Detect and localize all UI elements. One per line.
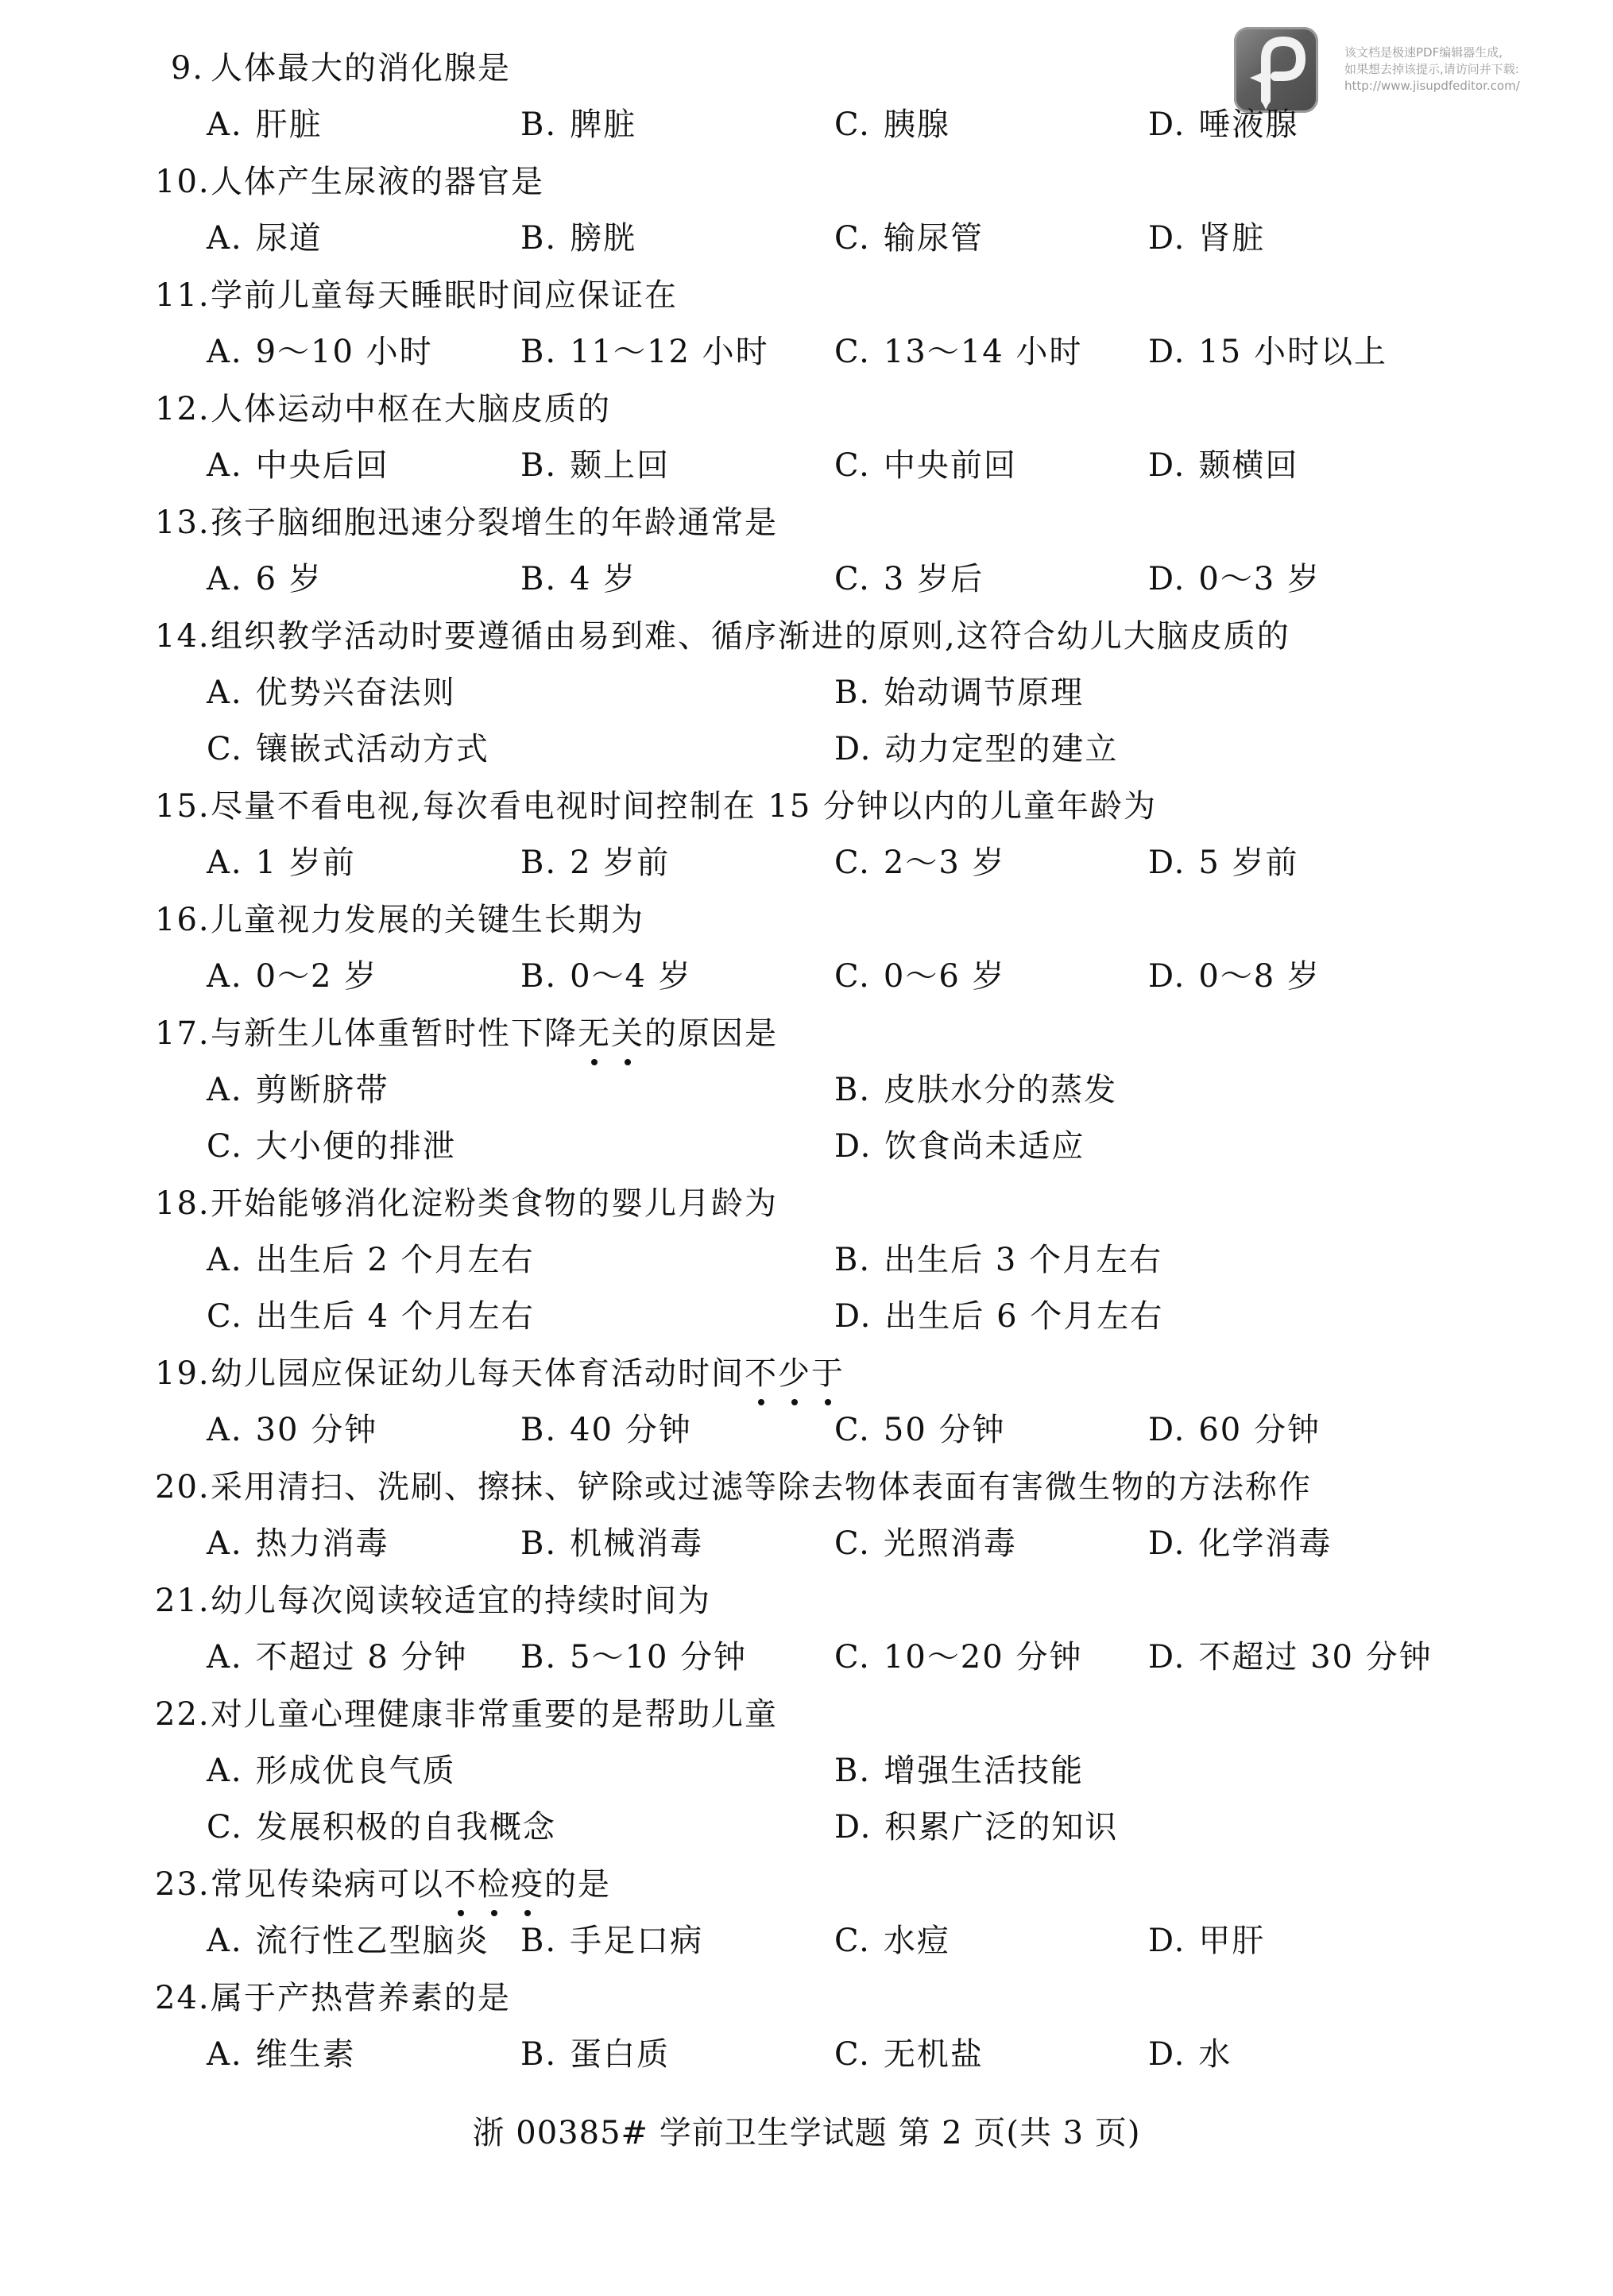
- option-letter: B.: [520, 1525, 558, 1562]
- option-letter: B.: [520, 561, 558, 597]
- option-letter: A.: [207, 1923, 243, 1959]
- option-a: [207, 1066, 389, 1114]
- option-text: 不超过 30 分钟: [1198, 1639, 1433, 1676]
- option-letter: A.: [207, 2036, 243, 2073]
- option-text: 2 岁前: [570, 845, 671, 881]
- option-b: [520, 839, 670, 887]
- option-c: [207, 725, 489, 773]
- option-b: [520, 215, 636, 262]
- option-letter: D.: [834, 731, 872, 767]
- option-text: 剪断脐带: [255, 1072, 389, 1108]
- option-text: 肝脏: [255, 106, 323, 143]
- question-16-stem: [155, 896, 644, 944]
- option-letter: B.: [520, 220, 558, 257]
- option-text: 肾脏: [1198, 220, 1266, 257]
- option-c: [207, 1803, 556, 1851]
- option-letter: B.: [834, 1072, 872, 1108]
- question-text: 人体产生尿液的器官是: [211, 164, 544, 200]
- question-text: 孩子脑细胞迅速分裂增生的年龄通常是: [211, 504, 778, 541]
- option-d: [1148, 1520, 1332, 1567]
- option-text: 不超过 8 分钟: [255, 1639, 468, 1676]
- option-d: [1148, 328, 1387, 376]
- option-letter: B.: [520, 1412, 558, 1448]
- option-text: 热力消毒: [255, 1525, 389, 1562]
- question-15-stem: [155, 783, 1157, 830]
- option-text: 输尿管: [883, 220, 984, 257]
- option-b: [520, 1917, 703, 1965]
- option-letter: D.: [1148, 2036, 1186, 2073]
- option-letter: C.: [834, 447, 871, 484]
- option-letter: A.: [207, 106, 243, 143]
- option-b: [834, 669, 1084, 717]
- option-c: [834, 839, 1006, 887]
- option-text: 积累广泛的知识: [884, 1809, 1119, 1846]
- option-text: 始动调节原理: [884, 674, 1085, 711]
- watermark-text: [1344, 44, 1520, 95]
- option-b: [834, 1747, 1084, 1795]
- option-text: 颞横回: [1198, 447, 1299, 484]
- option-d: [834, 1293, 1163, 1340]
- option-text: 大小便的排泄: [255, 1128, 456, 1165]
- question-text: 幼儿园应保证幼儿每天体育活动时间: [211, 1355, 745, 1392]
- emphasized-char: 少: [778, 1350, 811, 1397]
- question-text: 儿童视力发展的关键生长期为: [211, 902, 644, 938]
- option-letter: D.: [1148, 845, 1186, 881]
- option-letter: B.: [520, 1639, 558, 1676]
- question-number: 24.: [155, 1980, 211, 2016]
- option-letter: D.: [1148, 1639, 1186, 1676]
- question-text: 幼儿每次阅读较适宜的持续时间为: [211, 1583, 711, 1619]
- option-a: [207, 1406, 377, 1454]
- option-letter: C.: [834, 1923, 871, 1959]
- option-letter: B.: [520, 447, 558, 484]
- option-letter: D.: [1148, 220, 1186, 257]
- question-text: 人体最大的消化腺是: [211, 50, 511, 87]
- option-text: 10～20 分钟: [883, 1639, 1083, 1676]
- option-a: [207, 555, 323, 603]
- option-text: 0～3 岁: [1198, 561, 1321, 597]
- option-text: 机械消毒: [570, 1525, 704, 1562]
- question-23-stem: [155, 1861, 611, 1908]
- option-letter: B.: [520, 2036, 558, 2073]
- option-d: [834, 725, 1118, 773]
- option-a: [207, 215, 323, 262]
- question-number: 16.: [155, 902, 211, 938]
- option-letter: D.: [1148, 106, 1186, 143]
- question-number: 9.: [170, 50, 204, 87]
- question-number: 11.: [155, 277, 211, 314]
- question-number: 19.: [155, 1355, 211, 1392]
- option-letter: B.: [834, 1753, 872, 1789]
- option-letter: A.: [207, 220, 243, 257]
- option-text: 手足口病: [570, 1923, 704, 1959]
- option-letter: B.: [520, 1923, 558, 1959]
- option-text: 3 岁后: [883, 561, 984, 597]
- option-a: [207, 1633, 468, 1681]
- option-a: [207, 1917, 489, 1965]
- question-text: 对儿童心理健康非常重要的是帮助儿童: [211, 1696, 778, 1733]
- option-letter: A.: [207, 958, 243, 995]
- option-letter: C.: [834, 106, 871, 143]
- question-number: 21.: [155, 1583, 211, 1619]
- question-14-stem: [155, 613, 1290, 660]
- option-letter: B.: [520, 845, 558, 881]
- option-a: [207, 669, 456, 717]
- question-number: 23.: [155, 1866, 211, 1903]
- option-a: [207, 101, 323, 149]
- option-a: [207, 1747, 456, 1795]
- option-c: [834, 215, 984, 262]
- option-c: [207, 1293, 535, 1340]
- option-text: 出生后 6 个月左右: [884, 1298, 1164, 1335]
- option-a: [207, 1236, 535, 1284]
- option-letter: D.: [1148, 561, 1186, 597]
- question-22-stem: [155, 1691, 778, 1738]
- option-letter: D.: [1148, 958, 1186, 995]
- option-a: [207, 1520, 389, 1567]
- question-text: 采用清扫、洗刷、擦抹、铲除或过滤等除去物体表面有害微生物的方法称作: [211, 1469, 1312, 1506]
- option-letter: C.: [834, 1525, 871, 1562]
- question-number: 22.: [155, 1696, 211, 1733]
- option-text: 胰腺: [883, 106, 950, 143]
- option-text: 光照消毒: [883, 1525, 1017, 1562]
- option-letter: A.: [207, 561, 243, 597]
- option-letter: B.: [834, 1242, 872, 1278]
- question-text: 开始能够消化淀粉类食物的婴儿月龄为: [211, 1185, 778, 1222]
- option-b: [520, 1633, 747, 1681]
- option-c: [834, 442, 1017, 489]
- option-letter: C.: [834, 845, 871, 881]
- emphasized-char: 于: [811, 1350, 845, 1397]
- option-letter: C.: [207, 1128, 243, 1165]
- question-text: 与新生儿体重暂时性下降: [211, 1015, 578, 1052]
- option-text: 优势兴奋法则: [255, 674, 456, 711]
- option-letter: D.: [1148, 1923, 1186, 1959]
- option-c: [207, 1123, 456, 1170]
- option-d: [834, 1803, 1118, 1851]
- option-b: [520, 1520, 703, 1567]
- option-text: 30 分钟: [255, 1412, 378, 1448]
- question-number: 14.: [155, 618, 211, 655]
- question-number: 20.: [155, 1469, 211, 1506]
- option-c: [834, 2031, 984, 2078]
- option-b: [520, 328, 769, 376]
- option-text: 膀胱: [570, 220, 637, 257]
- option-text: 流行性乙型脑炎: [255, 1923, 489, 1959]
- option-letter: C.: [834, 220, 871, 257]
- option-b: [520, 101, 636, 149]
- option-letter: D.: [834, 1128, 872, 1165]
- option-d: [1148, 101, 1298, 149]
- option-text: 化学消毒: [1198, 1525, 1333, 1562]
- option-a: [207, 839, 356, 887]
- option-text: 13～14 小时: [883, 334, 1083, 370]
- option-text: 中央前回: [883, 447, 1017, 484]
- option-a: [207, 953, 377, 1000]
- option-d: [1148, 1406, 1321, 1454]
- option-letter: B.: [834, 674, 872, 711]
- option-letter: D.: [1148, 447, 1186, 484]
- option-d: [834, 1123, 1085, 1170]
- option-text: 0～2 岁: [255, 958, 378, 995]
- emphasized-char: 关: [611, 1010, 644, 1057]
- emphasized-char: 检: [478, 1861, 511, 1908]
- option-d: [1148, 215, 1265, 262]
- option-text: 脾脏: [570, 106, 637, 143]
- question-text: 的原因是: [644, 1015, 778, 1052]
- option-text: 50 分钟: [883, 1412, 1006, 1448]
- question-text: 组织教学活动时要遵循由易到难、循序渐进的原则,这符合幼儿大脑皮质的: [211, 618, 1290, 655]
- option-letter: D.: [1148, 1412, 1186, 1448]
- option-d: [1148, 442, 1298, 489]
- option-text: 水痘: [883, 1923, 950, 1959]
- option-letter: D.: [834, 1809, 872, 1846]
- option-text: 0～6 岁: [883, 958, 1006, 995]
- question-19-stem: [155, 1350, 845, 1397]
- option-letter: A.: [207, 1525, 243, 1562]
- option-letter: D.: [1148, 1525, 1186, 1562]
- option-letter: C.: [834, 334, 871, 370]
- option-c: [834, 1917, 950, 1965]
- option-letter: D.: [1148, 334, 1186, 370]
- option-letter: C.: [834, 1639, 871, 1676]
- option-text: 4 岁: [570, 561, 637, 597]
- option-text: 9～10 小时: [255, 334, 433, 370]
- question-12-stem: [155, 385, 611, 433]
- option-text: 形成优良气质: [255, 1753, 456, 1789]
- emphasized-char: 无: [578, 1010, 611, 1057]
- question-text: 学前儿童每天睡眠时间应保证在: [211, 277, 678, 314]
- option-d: [1148, 953, 1321, 1000]
- option-c: [834, 1520, 1017, 1567]
- watermark-line-1: 该文档是极速PDF编辑器生成,: [1344, 45, 1503, 60]
- option-text: 蛋白质: [570, 2036, 671, 2073]
- question-text: 属于产热营养素的是: [211, 1980, 511, 2016]
- option-text: 增强生活技能: [884, 1753, 1085, 1789]
- option-b: [520, 1406, 692, 1454]
- option-text: 甲肝: [1198, 1923, 1266, 1959]
- question-number: 18.: [155, 1185, 211, 1222]
- question-13-stem: [155, 499, 778, 547]
- pdf-editor-logo-icon: [1234, 27, 1318, 113]
- option-text: 出生后 2 个月左右: [255, 1242, 535, 1278]
- option-text: 皮肤水分的蒸发: [884, 1072, 1118, 1108]
- question-text: 的是: [544, 1866, 611, 1903]
- option-c: [834, 555, 984, 603]
- option-text: 15 小时以上: [1198, 334, 1387, 370]
- option-b: [520, 953, 692, 1000]
- option-text: 颞上回: [570, 447, 671, 484]
- option-c: [834, 1633, 1082, 1681]
- option-b: [520, 2031, 670, 2078]
- option-text: 无机盐: [883, 2036, 984, 2073]
- question-text: 常见传染病可以: [211, 1866, 444, 1903]
- option-b: [834, 1066, 1117, 1114]
- option-text: 饮食尚未适应: [884, 1128, 1085, 1165]
- emphasized-char: 疫: [511, 1861, 544, 1908]
- option-text: 镶嵌式活动方式: [255, 731, 489, 767]
- option-letter: B.: [520, 958, 558, 995]
- option-text: 尿道: [255, 220, 323, 257]
- option-text: 2～3 岁: [883, 845, 1006, 881]
- option-letter: A.: [207, 1242, 243, 1278]
- option-letter: B.: [520, 334, 558, 370]
- option-text: 1 岁前: [255, 845, 356, 881]
- question-17-stem: [155, 1010, 778, 1057]
- option-b: [834, 1236, 1162, 1284]
- question-number: 17.: [155, 1015, 211, 1052]
- option-text: 6 岁: [255, 561, 323, 597]
- page-footer: 浙 00385# 学前卫生学试题 第 2 页(共 3 页): [472, 2115, 1141, 2151]
- option-letter: C.: [834, 958, 871, 995]
- emphasized-char: 不: [444, 1861, 478, 1908]
- option-text: 水: [1198, 2036, 1232, 2073]
- option-d: [1148, 839, 1299, 887]
- question-21-stem: [155, 1577, 711, 1625]
- option-letter: C.: [207, 731, 243, 767]
- option-letter: A.: [207, 1412, 243, 1448]
- option-letter: A.: [207, 1753, 243, 1789]
- option-text: 发展积极的自我概念: [255, 1809, 556, 1846]
- option-a: [207, 2031, 356, 2078]
- question-9-stem: [155, 44, 511, 92]
- option-text: 维生素: [255, 2036, 356, 2073]
- option-text: 出生后 4 个月左右: [255, 1298, 535, 1335]
- question-24-stem: [155, 1974, 511, 2022]
- option-b: [520, 555, 636, 603]
- watermark-line-2: 如果想去掉该提示,请访问并下载:: [1344, 62, 1519, 76]
- question-number: 10.: [155, 164, 211, 200]
- option-letter: A.: [207, 1072, 243, 1108]
- emphasized-char: 不: [745, 1350, 778, 1397]
- option-text: 5 岁前: [1198, 845, 1299, 881]
- option-letter: A.: [207, 845, 243, 881]
- option-letter: C.: [834, 2036, 871, 2073]
- option-c: [834, 1406, 1006, 1454]
- option-text: 中央后回: [255, 447, 389, 484]
- option-c: [834, 101, 950, 149]
- option-letter: C.: [207, 1809, 243, 1846]
- question-number: 15.: [155, 788, 211, 825]
- option-text: 11～12 小时: [570, 334, 769, 370]
- option-text: 出生后 3 个月左右: [884, 1242, 1162, 1278]
- option-c: [834, 953, 1006, 1000]
- option-letter: A.: [207, 334, 243, 370]
- option-text: 60 分钟: [1198, 1412, 1321, 1448]
- option-letter: C.: [207, 1298, 243, 1335]
- option-d: [1148, 1917, 1265, 1965]
- watermark-url: http://www.jisupdfeditor.com/: [1344, 79, 1520, 93]
- option-letter: A.: [207, 447, 243, 484]
- option-letter: C.: [834, 1412, 871, 1448]
- option-text: 5～10 分钟: [570, 1639, 748, 1676]
- option-d: [1148, 1633, 1433, 1681]
- option-letter: A.: [207, 674, 243, 711]
- option-a: [207, 442, 389, 489]
- question-10-stem: [155, 158, 544, 206]
- option-text: 0～4 岁: [570, 958, 692, 995]
- option-text: 唾液腺: [1198, 106, 1299, 143]
- question-text: 人体运动中枢在大脑皮质的: [211, 391, 611, 427]
- option-a: [207, 328, 433, 376]
- option-letter: C.: [834, 561, 871, 597]
- option-c: [834, 328, 1082, 376]
- option-letter: A.: [207, 1639, 243, 1676]
- option-b: [520, 442, 670, 489]
- question-11-stem: [155, 272, 678, 319]
- option-text: 40 分钟: [570, 1412, 692, 1448]
- question-number: 12.: [155, 391, 211, 427]
- option-text: 0～8 岁: [1198, 958, 1321, 995]
- option-d: [1148, 2031, 1232, 2078]
- question-number: 13.: [155, 504, 211, 541]
- option-d: [1148, 555, 1321, 603]
- question-18-stem: [155, 1180, 778, 1227]
- option-letter: D.: [834, 1298, 872, 1335]
- question-text: 尽量不看电视,每次看电视时间控制在 15 分钟以内的儿童年龄为: [211, 788, 1158, 825]
- question-20-stem: [155, 1463, 1312, 1511]
- option-text: 动力定型的建立: [884, 731, 1119, 767]
- option-letter: B.: [520, 106, 558, 143]
